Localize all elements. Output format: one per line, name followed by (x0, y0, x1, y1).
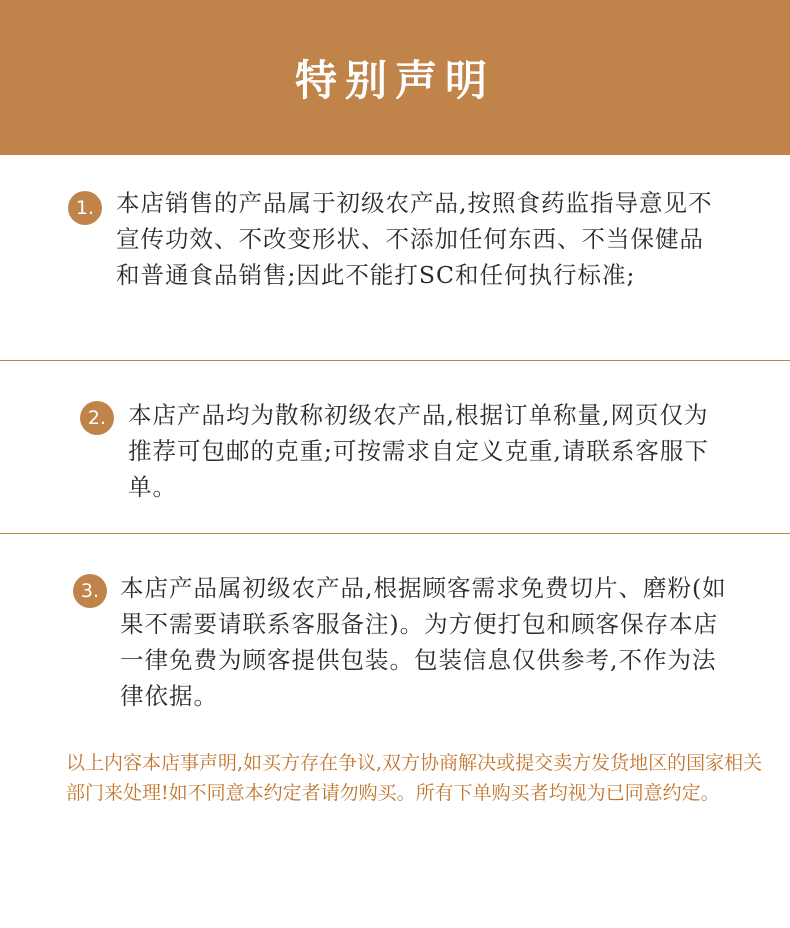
number-badge-1: 1. (68, 191, 102, 225)
statement-text-3: 本店产品属初级农产品,根据顾客需求免费切片、磨粉(如果不需要请联系客服备注)。为方便打包和顾客保存本店一律免费为顾客提供包装。包装信息仅供参考,不作为法律依据。 (120, 574, 727, 710)
number-badge-3: 3. (73, 574, 107, 608)
statement-item-1 (0, 185, 790, 293)
statement-item-3 (0, 570, 790, 714)
statement-text-2: 本店产品均为散称初级农产品,根据订单称量,网页仅为推荐可包邮的克重;可按需求自定义克重,请联系客服下单。 (128, 401, 709, 501)
header-banner (0, 0, 790, 155)
disclaimer-footer: 以上内容本店事声明,如买方存在争议,双方协商解决或提交卖方发货地区的国家相关部门来处理!如不同意本约定者请勿购买。所有下单购买者均视为已同意约定。 (66, 752, 763, 804)
divider-2 (0, 533, 790, 534)
statement-item-2 (0, 397, 790, 505)
page-title: 特别声明 (294, 55, 495, 105)
statement-text-1: 本店销售的产品属于初级农产品,按照食药监指导意见不宣传功效、不改变形状、不添加任何东西、不当保健品和普通食品销售;因此不能打SC和任何执行标准; (116, 189, 713, 289)
divider-1 (0, 360, 790, 361)
number-badge-2: 2. (80, 401, 114, 435)
